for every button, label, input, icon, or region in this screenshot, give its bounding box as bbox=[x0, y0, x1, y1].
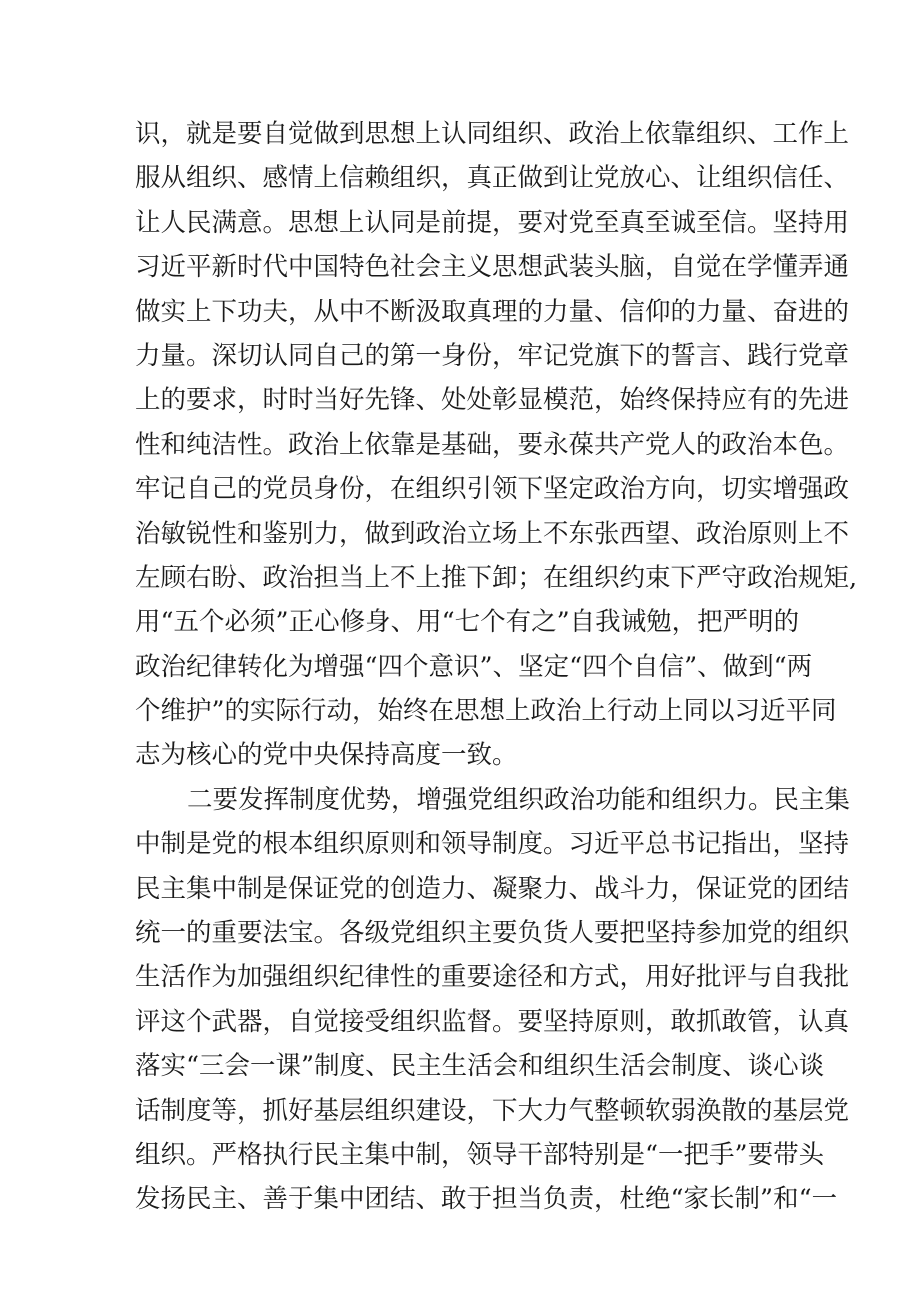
text-line: 中制是党的根本组织原则和领导制度。习近平总书记指出，坚持 bbox=[135, 829, 850, 860]
text-line: 力量。深切认同自己的第一身份，牢记党旗下的誓言、践行党章 bbox=[135, 340, 850, 371]
paragraph-1 bbox=[135, 112, 858, 778]
text-line: 发扬民主、善于集中团结、敢于担当负责，杜绝“家长制”和“一 bbox=[135, 1184, 838, 1215]
text-line: 组织。严格执行民主集中制，领导干部特别是“一把手”要带头 bbox=[135, 1139, 825, 1170]
text-line: 让人民满意。思想上认同是前提，要对党至真至诚至信。坚持用 bbox=[135, 207, 850, 238]
text-line: 性和纯洁性。政治上依靠是基础，要永葆共产党人的政治本色。 bbox=[135, 429, 850, 460]
text-line: 政治纪律转化为增强“四个意识”、坚定“四个自信”、做到“两 bbox=[135, 651, 813, 682]
text-line: 个维护”的实际行动，始终在思想上政治上行动上同以习近平同 bbox=[135, 696, 837, 727]
text-line: 二要发挥制度优势，增强党组织政治功能和组织力。民主集 bbox=[187, 784, 851, 815]
text-line: 生活作为加强组织纪律性的重要途径和方式，用好批评与自我批 bbox=[135, 962, 850, 993]
text-line: 评这个武器，自觉接受组织监督。要坚持原则，敢抓敢管，认真 bbox=[135, 1006, 850, 1037]
paragraph-2 bbox=[135, 778, 851, 1222]
text-line: 话制度等，抓好基层组织建设，下大力气整顿软弱涣散的基层党 bbox=[135, 1095, 850, 1126]
text-line: 做实上下功夫，从中不断汲取真理的力量、信仰的力量、奋进的 bbox=[135, 296, 850, 327]
text-line: 习近平新时代中国特色社会主义思想武装头脑，自觉在学懂弄通 bbox=[135, 252, 850, 283]
text-line: 志为核心的党中央保持高度一致。 bbox=[135, 740, 518, 771]
body-text bbox=[135, 112, 858, 1222]
text-line: 牢记自己的党员身份，在组织引领下坚定政治方向，切实增强政 bbox=[135, 474, 850, 505]
text-line: 统一的重要法宝。各级党组织主要负货人要把坚持参加党的组织 bbox=[135, 918, 850, 949]
text-line: 用“五个必须”正心修身、用“七个有之”自我诫勉，把严明的 bbox=[135, 607, 800, 638]
text-line: 治敏锐性和鉴别力，做到政治立场上不东张西望、政治原则上不 bbox=[135, 518, 850, 549]
text-line: 上的要求，时时当好先锋、处处彰显模范，始终保持应有的先进 bbox=[135, 385, 850, 416]
text-line: 左顾右盼、政治担当上不上推下卸；在组织约束下严守政治规矩, bbox=[135, 562, 858, 593]
text-line: 服从组织、感情上信赖组织，真正做到让党放心、让组织信任、 bbox=[135, 163, 850, 194]
text-line: 识，就是要自觉做到思想上认同组织、政治上依靠组织、工作上 bbox=[135, 119, 850, 149]
text-line: 落实“三会一课”制度、民主生活会和组织生活会制度、谈心谈 bbox=[135, 1051, 825, 1082]
text-line: 民主集中制是保证党的创造力、凝聚力、战斗力，保证党的团结 bbox=[135, 873, 850, 904]
